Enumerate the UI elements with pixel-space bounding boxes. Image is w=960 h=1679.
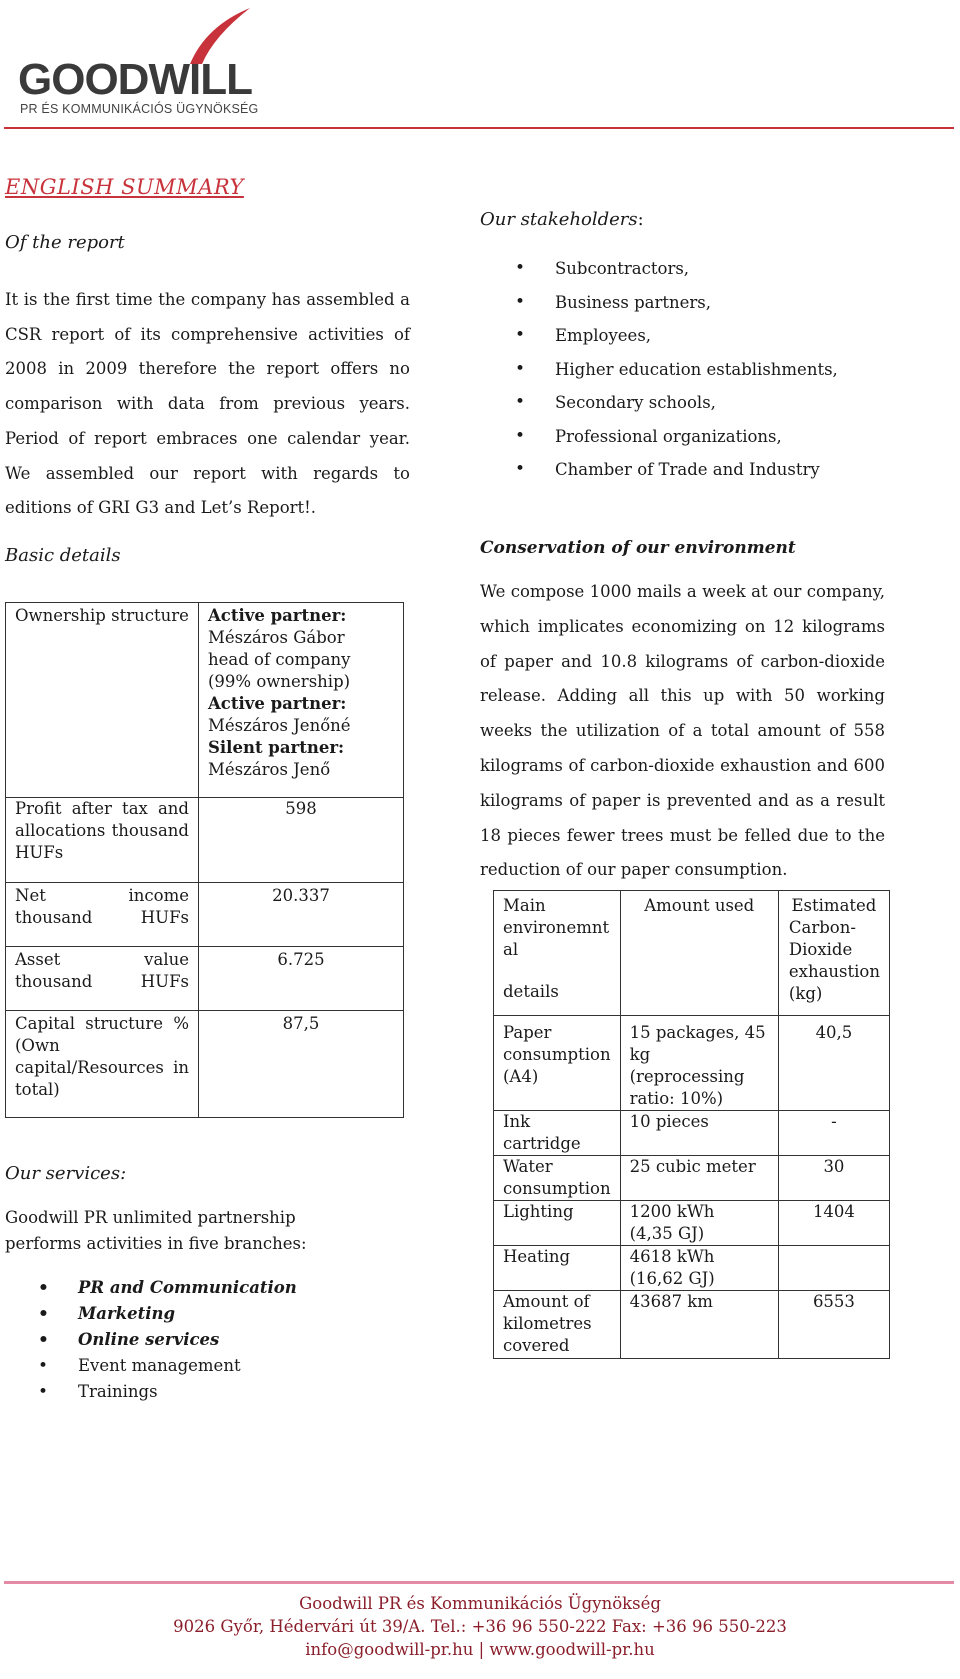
partner-role: Active partner: xyxy=(208,606,347,625)
row-value: 6.725 xyxy=(277,950,325,969)
row-co2: 30 xyxy=(823,1157,845,1176)
row-amount: 10 pieces xyxy=(629,1112,709,1131)
row-value: 598 xyxy=(285,799,317,818)
row-label: Profit after tax and allocations thousand HUFs xyxy=(15,799,189,862)
basic-details-table xyxy=(5,602,404,1118)
table-row xyxy=(6,1011,404,1118)
partner-name: Mészáros Jenő xyxy=(208,760,331,779)
logo-wordmark: GOODWILL xyxy=(18,55,252,104)
partner-role: Active partner: xyxy=(208,694,347,713)
table-row xyxy=(6,798,404,883)
table-cell xyxy=(620,1156,778,1201)
stakeholders-heading-text: Our stakeholders xyxy=(480,209,638,230)
row-label: Ink cartridge xyxy=(503,1112,581,1153)
row-amount: 25 cubic meter xyxy=(629,1157,756,1176)
list-item: • Trainings xyxy=(38,1379,297,1405)
amount-text: (4,35 GJ) xyxy=(629,1224,705,1243)
logo-tagline: PR ÉS KOMMUNIKÁCIÓS ÜGYNÖKSÉG xyxy=(20,102,259,116)
header-text: Main xyxy=(503,896,546,915)
table-cell xyxy=(620,891,778,1016)
footer-divider xyxy=(4,1581,954,1584)
table-cell xyxy=(620,1246,778,1291)
table-cell xyxy=(6,798,199,883)
footer-address: 9026 Győr, Hédervári út 39/A. Tel.: +36 96 550-222 Fax: +36 96 550-223 xyxy=(173,1617,787,1636)
table-cell xyxy=(6,1011,199,1118)
table-cell xyxy=(6,883,199,947)
row-co2: - xyxy=(831,1112,837,1131)
amount-text: 4618 kWh xyxy=(629,1247,715,1266)
table-cell xyxy=(494,1111,621,1156)
amount-text: ratio: 10%) xyxy=(629,1089,724,1108)
partner-name: Mészáros Gábor xyxy=(208,628,345,647)
company-logo xyxy=(14,6,274,118)
row-label: Heating xyxy=(503,1247,571,1266)
services-intro: Goodwill PR unlimited partnership performs activities in five branches: xyxy=(5,1208,307,1253)
table-cell xyxy=(494,891,621,1016)
list-item: • Marketing xyxy=(38,1301,297,1327)
row-co2: 1404 xyxy=(812,1202,855,1221)
table-cell xyxy=(620,1016,778,1111)
table-row xyxy=(6,947,404,1011)
table-row xyxy=(494,1291,890,1359)
row-amount xyxy=(621,1246,778,1290)
table-cell xyxy=(778,1246,889,1291)
list-item: • Online services xyxy=(38,1327,297,1353)
list-item: • Event management xyxy=(38,1353,297,1379)
list-item: • Professional organizations, xyxy=(515,420,838,454)
row-label: Asset value thousand HUFs xyxy=(15,950,189,991)
row-label: Net income thousand HUFs xyxy=(15,886,189,927)
footer-company: Goodwill PR és Kommunikációs Ügynökség xyxy=(299,1594,661,1613)
row-label: Paper consumption (A4) xyxy=(503,1023,611,1086)
table-row xyxy=(494,1201,890,1246)
list-item: • Higher education establishments, xyxy=(515,353,838,387)
header-text: Dioxide xyxy=(788,940,853,959)
environment-table xyxy=(493,890,890,1359)
header-text: Carbon- xyxy=(788,918,856,937)
conservation-heading: Conservation of our environment xyxy=(480,538,796,558)
table-cell xyxy=(778,1291,889,1359)
stakeholders-heading xyxy=(480,209,644,230)
table-cell xyxy=(620,1201,778,1246)
table-cell xyxy=(199,798,404,883)
list-item: • Employees, xyxy=(515,319,838,353)
table-cell xyxy=(494,1246,621,1291)
services-heading: Our services: xyxy=(5,1163,127,1184)
header-text: (kg) xyxy=(788,984,823,1003)
row-co2: 6553 xyxy=(812,1292,855,1311)
list-item: • Chamber of Trade and Industry xyxy=(515,453,838,487)
table-cell xyxy=(778,1201,889,1246)
table-cell xyxy=(494,1291,621,1359)
header-divider xyxy=(4,127,954,129)
table-cell xyxy=(6,603,199,798)
list-item: • Business partners, xyxy=(515,286,838,320)
partner-name: Mészáros Jenőné xyxy=(208,716,351,735)
table-cell xyxy=(199,603,404,798)
table-cell xyxy=(199,883,404,947)
ownership-label: Ownership structure xyxy=(15,606,189,625)
row-value: 87,5 xyxy=(282,1014,320,1033)
table-cell xyxy=(199,1011,404,1118)
row-label: Lighting xyxy=(503,1202,574,1221)
table-cell xyxy=(778,1111,889,1156)
row-label: Capital structure % (Own capital/Resources in total) xyxy=(15,1014,189,1099)
table-cell xyxy=(199,947,404,1011)
amount-text: 1200 kWh xyxy=(629,1202,715,1221)
table-row xyxy=(6,883,404,947)
ownership-details xyxy=(199,603,403,781)
conservation-body: We compose 1000 mails a week at our company, which implicates economizing on 12 kilograms of paper and 10.8 kilograms of carbon-dioxide release. Adding all this up with 50 working weeks the utilization of a total amount of 558 kilograms of carbon-dioxide exhaustion and 600 kilograms of paper is prevented and as a result 18 pieces fewer trees must be felled due to the reduction of our paper consumption. xyxy=(480,582,885,880)
header-co2 xyxy=(779,891,889,1005)
row-label: Amount of kilometres covered xyxy=(503,1292,592,1355)
amount-text: 15 packages, 45 kg xyxy=(629,1023,766,1064)
row-co2: 40,5 xyxy=(815,1023,853,1042)
table-cell xyxy=(620,1291,778,1359)
row-amount xyxy=(621,1016,778,1110)
row-amount: 43687 km xyxy=(629,1292,713,1311)
table-row xyxy=(494,1111,890,1156)
table-row xyxy=(494,1246,890,1291)
header-amount: Amount used xyxy=(644,896,755,915)
basic-details-heading: Basic details xyxy=(5,545,121,566)
stakeholders-list xyxy=(515,252,838,487)
row-value: 20.337 xyxy=(272,886,330,905)
list-item: • Subcontractors, xyxy=(515,252,838,286)
partner-role: Silent partner: xyxy=(208,738,345,757)
table-row xyxy=(494,1016,890,1111)
partner-extra: (99% ownership) xyxy=(208,672,351,691)
row-amount xyxy=(621,1201,778,1245)
table-cell xyxy=(778,1156,889,1201)
page-title: ENGLISH SUMMARY xyxy=(5,175,244,199)
partner-extra: head of company xyxy=(208,650,351,669)
footer-contact[interactable]: info@goodwill-pr.hu | www.goodwill-pr.hu xyxy=(305,1640,655,1659)
table-cell xyxy=(6,947,199,1011)
list-item: • PR and Communication xyxy=(38,1275,297,1301)
services-list xyxy=(38,1275,297,1405)
table-cell xyxy=(494,1016,621,1111)
report-heading: Of the report xyxy=(5,232,125,253)
header-text: environemnt xyxy=(503,918,610,937)
amount-text: (reprocessing xyxy=(629,1067,745,1086)
table-row xyxy=(6,603,404,798)
header-main-details xyxy=(494,891,620,1003)
header-text: Estimated xyxy=(791,896,877,915)
table-cell xyxy=(778,1016,889,1111)
table-cell xyxy=(620,1111,778,1156)
header-text: details xyxy=(503,982,559,1001)
amount-text: (16,62 GJ) xyxy=(629,1269,715,1288)
row-label: Water consumption xyxy=(503,1157,611,1198)
stakeholders-heading-colon: : xyxy=(637,209,644,230)
table-cell xyxy=(494,1156,621,1201)
header-text: al xyxy=(503,940,519,959)
header-text: exhaustion xyxy=(788,962,880,981)
list-item: • Secondary schools, xyxy=(515,386,838,420)
spacer xyxy=(503,961,611,981)
report-body: It is the first time the company has assembled a CSR report of its comprehensive activities of 2008 in 2009 therefore the report offers no comparison with data from previous years. Period of report embraces one calendar year. We assembled our report with regards to editions of GRI G3 and Let’s Report!. xyxy=(5,290,410,518)
table-cell xyxy=(494,1201,621,1246)
page-footer xyxy=(0,1592,960,1661)
table-row xyxy=(494,1156,890,1201)
table-row xyxy=(494,891,890,1016)
table-cell xyxy=(778,891,889,1016)
